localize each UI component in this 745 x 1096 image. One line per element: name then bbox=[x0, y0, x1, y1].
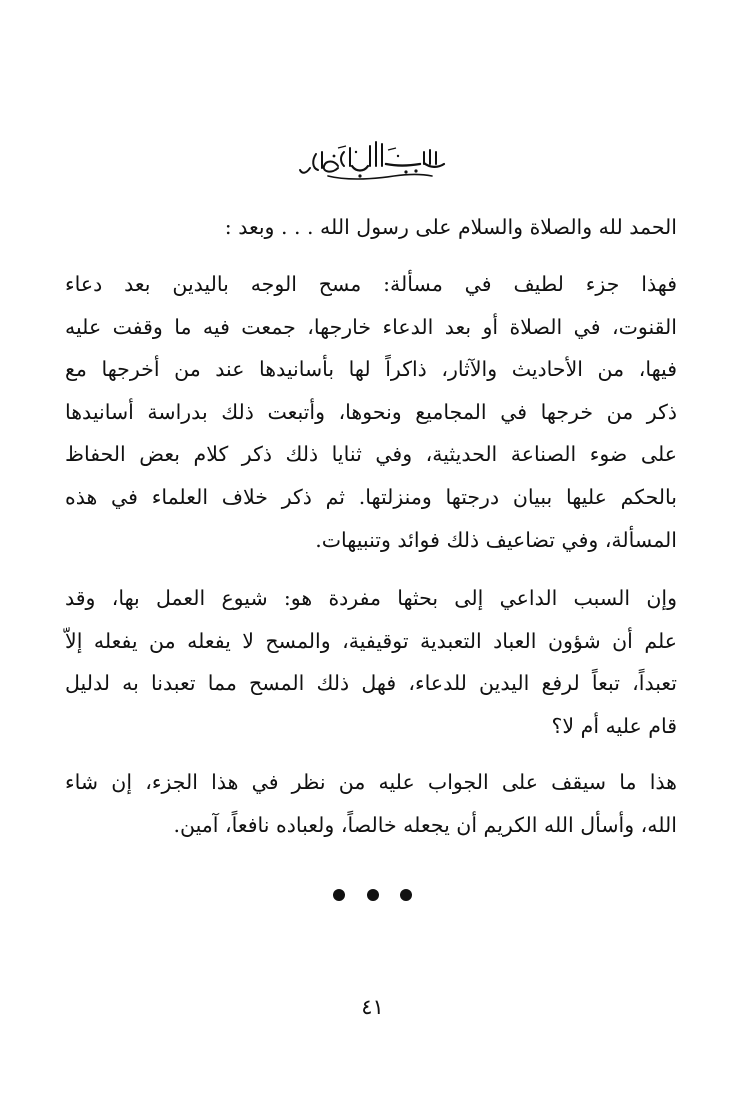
paragraph-line: هذا ما سيقف على الجواب عليه من نظر في هذا الجزء، إن شاء bbox=[65, 770, 677, 794]
paragraph-3 bbox=[65, 761, 677, 846]
separator-dot bbox=[400, 889, 412, 901]
section-separator bbox=[0, 886, 745, 905]
paragraph-line: الله، وأسأل الله الكريم أن يجعله خالصاً، ولعباده نافعاً، آمين. bbox=[173, 812, 677, 837]
paragraph-line: فيها، من الأحاديث والآثار، ذاكراً لها بأسانيدها عند من أخرجها مع bbox=[65, 357, 677, 382]
paragraph-line: قام عليه أم لا؟ bbox=[551, 713, 677, 738]
separator-dot bbox=[367, 889, 379, 901]
paragraph-line: بالحكم عليها ببيان درجتها ومنزلتها. ثم ذكر خلاف العلماء في هذه bbox=[65, 484, 677, 509]
paragraph-line: المسألة، وفي تضاعيف ذلك فوائد وتنبيهات. bbox=[315, 527, 677, 552]
paragraph-line: القنوت، في الصلاة أو بعد الدعاء خارجها، جمعت فيه ما وقفت عليه bbox=[65, 314, 677, 339]
paragraph-2 bbox=[65, 577, 677, 747]
page-number: ٤١ bbox=[361, 995, 384, 1019]
paragraph-line: وإن السبب الداعي إلى بحثها مفردة هو: شيوع العمل بها، وقد bbox=[65, 586, 677, 610]
basmala-calligraphy bbox=[0, 138, 745, 188]
basmala-calligraphy-icon bbox=[298, 138, 448, 184]
paragraph-line: علم أن شؤون العباد التعبدية توقيفية، والمسح لا يفعله من يفعله إلاّ bbox=[65, 628, 677, 653]
opening-line-text: الحمد لله والصلاة والسلام على رسول الله . . . وبعد : bbox=[224, 215, 677, 239]
separator-dot bbox=[333, 889, 345, 901]
paragraph-line: على ضوء الصناعة الحديثية، وفي ثنايا ذلك ذكر كلام بعض الحفاظ bbox=[65, 442, 677, 467]
paragraph-line: تعبداً، تبعاً لرفع اليدين للدعاء، فهل ذلك المسح مما تعبدنا به لدليل bbox=[65, 671, 677, 696]
paragraph-1 bbox=[65, 263, 677, 561]
paragraph-line: ذكر من خرجها في المجاميع ونحوها، وأتبعت ذلك بدراسة أسانيدها bbox=[65, 399, 677, 424]
opening-line bbox=[65, 206, 677, 249]
paragraph-line: فهذا جزء لطيف في مسألة: مسح الوجه باليدين بعد دعاء bbox=[65, 272, 677, 296]
